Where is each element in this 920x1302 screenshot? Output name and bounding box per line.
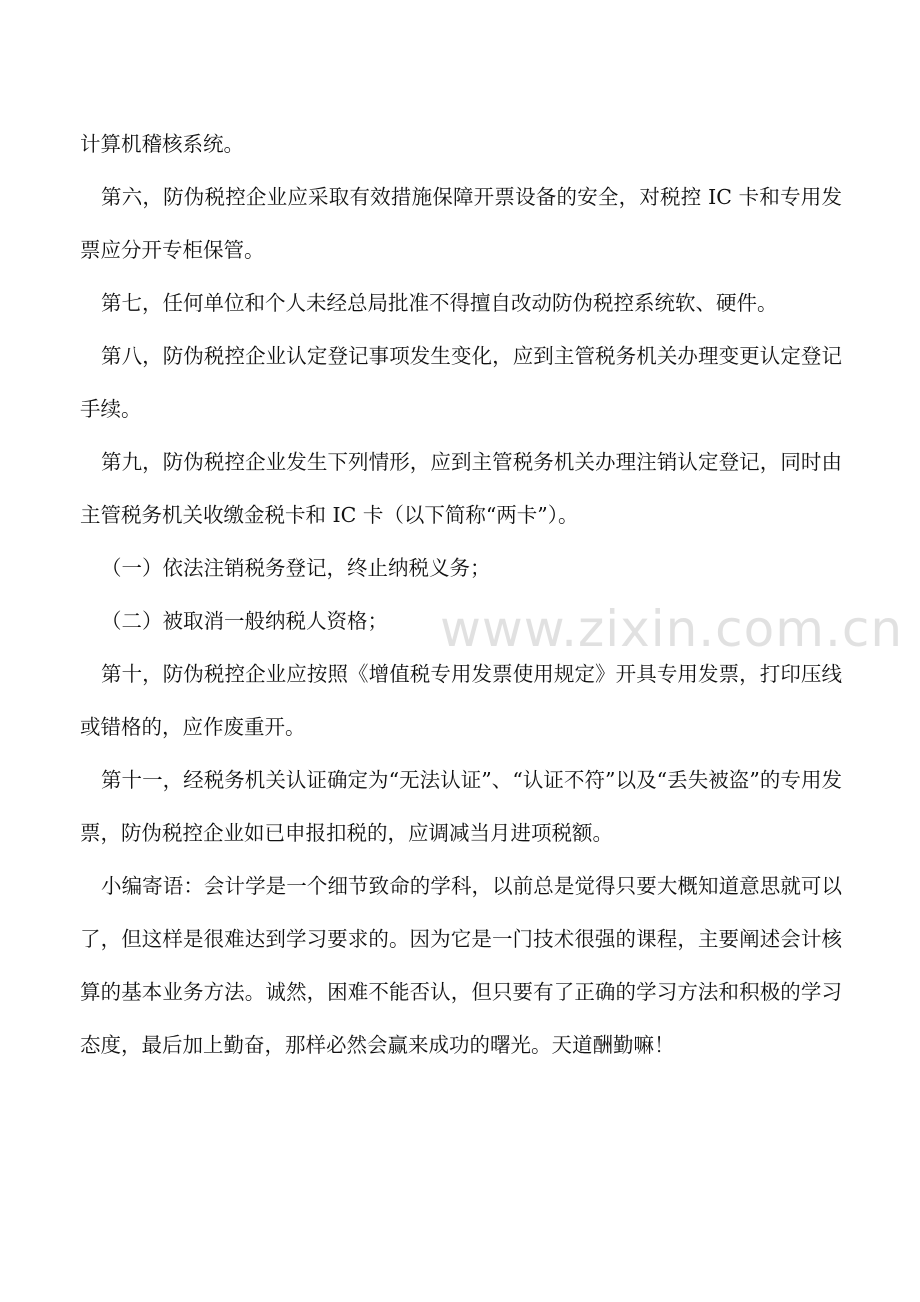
paragraph-item-1: （一）依法注销税务登记，终止纳税义务；: [101, 556, 491, 580]
paragraph-article-9: 第九，防伪税控企业发生下列情形，应到主管税务机关办理注销认定登记，同时由主管税务机关收缴金税卡和 IC 卡（以下简称“两卡”）。: [80, 450, 842, 527]
paragraph-editor-note: 小编寄语：会计学是一个细节致命的学科，以前总是觉得只要大概知道意思就可以了，但这样是很难达到学习要求的。因为它是一门技术很强的课程，主要阐述会计核算的基本业务方法。诚然，困难不能否认，但只要有了正确的学习方法和积极的学习态度，最后加上勤奋，那样必然会赢来成功的曙光。天道酬勤嘛！: [80, 874, 842, 1057]
watermark-text: www.zixin.com.cn: [440, 600, 904, 658]
document-body: [80, 118, 842, 1072]
paragraph-article-10: 第十，防伪税控企业应按照《增值税专用发票使用规定》开具专用发票，打印压线或错格的，应作废重开。: [80, 662, 842, 739]
paragraph-article-6: 第六，防伪税控企业应采取有效措施保障开票设备的安全，对税控 IC 卡和专用发票应分开专柜保管。: [80, 185, 842, 262]
paragraph-article-8: 第八，防伪税控企业认定登记事项发生变化，应到主管税务机关办理变更认定登记手续。: [80, 344, 842, 421]
paragraph-article-11: 第十一，经税务机关认证确定为“无法认证”、“认证不符”以及“丢失被盗”的专用发票，防伪税控企业如已申报扣税的，应调减当月进项税额。: [80, 768, 842, 845]
paragraph-article-7: 第七，任何单位和个人未经总局批准不得擅自改动防伪税控系统软、硬件。: [101, 291, 778, 315]
paragraph-item-2: （二）被取消一般纳税人资格；: [101, 609, 388, 633]
paragraph-continuation: 计算机稽核系统。: [80, 132, 244, 156]
